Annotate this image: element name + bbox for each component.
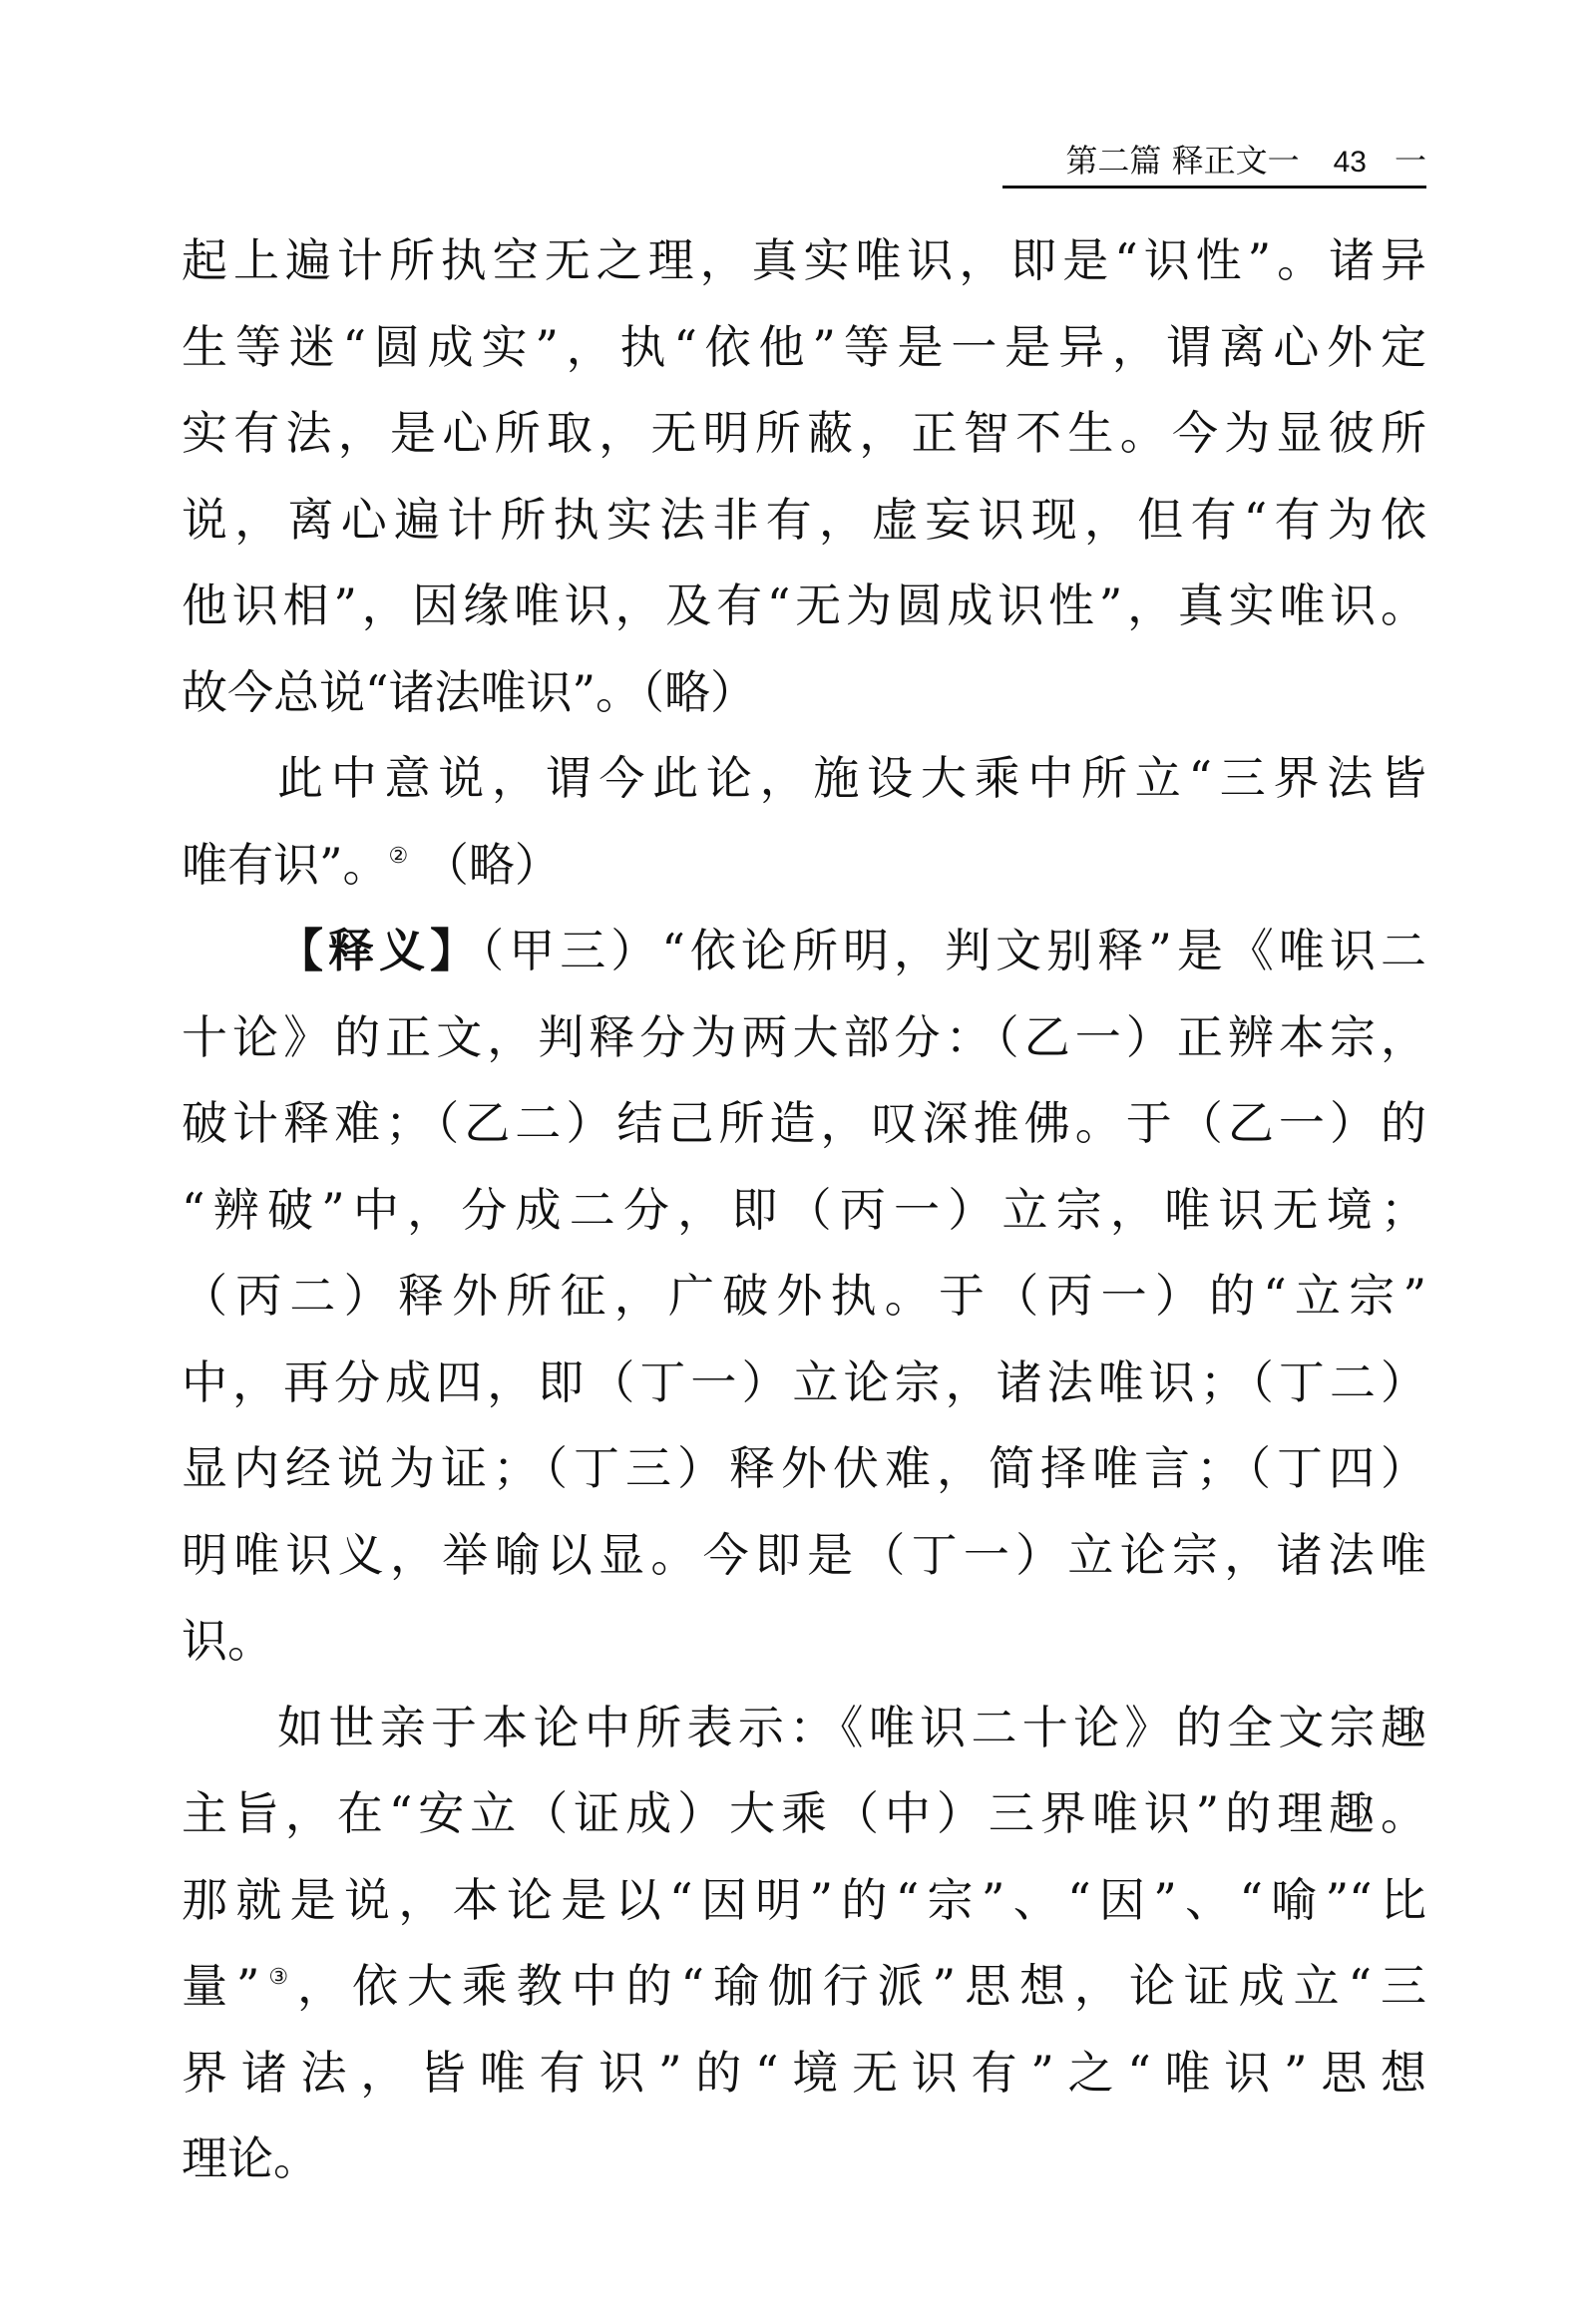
text-line: 生等迷“圆成实”，执“依他”等是一是异，谓离心外定 bbox=[182, 319, 1426, 374]
text-line: 十论》的正文，判释分为两大部分：（乙一）正辨本宗， bbox=[182, 1009, 1426, 1064]
text-line: “辨破”中，分成二分，即（丙一）立宗，唯识无境； bbox=[182, 1182, 1426, 1237]
text-line: 那就是说，本论是以“因明”的“宗”、“因”、“喻”“比 bbox=[182, 1872, 1426, 1927]
text-line: 明唯识义，举喻以显。今即是（丁一）立论宗，诸法唯 bbox=[182, 1527, 1426, 1582]
text-line-with-footnote bbox=[182, 822, 1426, 909]
header-dash: 一 bbox=[1394, 142, 1426, 180]
text-line bbox=[182, 908, 1426, 994]
text-line: 起上遍计所执空无之理，真实唯识，即是“识性”。诸异 bbox=[182, 233, 1426, 287]
text-line: 他识相”，因缘唯识，及有“无为圆成识性”，真实唯识。 bbox=[182, 578, 1426, 632]
running-header bbox=[998, 136, 1426, 186]
text-line: 理论。 bbox=[182, 2131, 319, 2185]
line-text: ，依大乘教中的“瑜伽行派”思想，论证成立“三 bbox=[297, 1959, 1426, 2013]
text-line: 主旨，在“安立（证成）大乘（中）三界唯识”的理趣。 bbox=[182, 1786, 1426, 1840]
text-line: 实有法，是心所取，无明所蔽，正智不生。今为显彼所 bbox=[182, 406, 1426, 460]
text-line: 说，离心遍计所执实法非有，虚妄识现，但有“有为依 bbox=[182, 492, 1426, 547]
text-line: 破计释难；（乙二）结己所造，叹深推佛。于（乙一）的 bbox=[182, 1096, 1426, 1150]
footnote-mark: ③ bbox=[259, 1965, 298, 1990]
line-text: 唯有识”。 bbox=[182, 837, 389, 892]
commentary-label: 【释义】 bbox=[277, 924, 482, 977]
text-line-with-footnote bbox=[182, 1943, 1426, 2030]
text-line: 界诸法，皆唯有识”的“境无识有”之“唯识”思想 bbox=[182, 2045, 1426, 2100]
text-line: 显内经说为证；（丁三）释外伏难，简择唯言；（丁四） bbox=[182, 1441, 1426, 1495]
line-text: 量” bbox=[182, 1959, 260, 2013]
text-line: 故今总说“诸法唯识”。（略） bbox=[182, 664, 757, 719]
body-text bbox=[182, 217, 1426, 2202]
text-line: 此中意说，谓今此论，施设大乘中所立“三界法皆 bbox=[277, 751, 1426, 805]
text-line: 中，再分成四，即（丁一）立论宗，诸法唯识；（丁二） bbox=[182, 1354, 1426, 1409]
header-rule bbox=[1002, 186, 1426, 189]
footnote-mark: ② bbox=[388, 843, 409, 869]
section-title: 第二篇 释正文一 bbox=[1065, 142, 1300, 180]
text-line: 识。 bbox=[182, 1614, 273, 1668]
line-text: （甲三）“依论所明，判文别释”是《唯识二 bbox=[481, 924, 1426, 977]
text-line: 如世亲于本论中所表示：《唯识二十论》的全文宗趣 bbox=[277, 1700, 1426, 1754]
page-number: 43 bbox=[1333, 146, 1367, 179]
line-text: （略） bbox=[422, 837, 561, 892]
text-line: （丙二）释外所征，广破外执。于（丙一）的“立宗” bbox=[182, 1269, 1426, 1323]
